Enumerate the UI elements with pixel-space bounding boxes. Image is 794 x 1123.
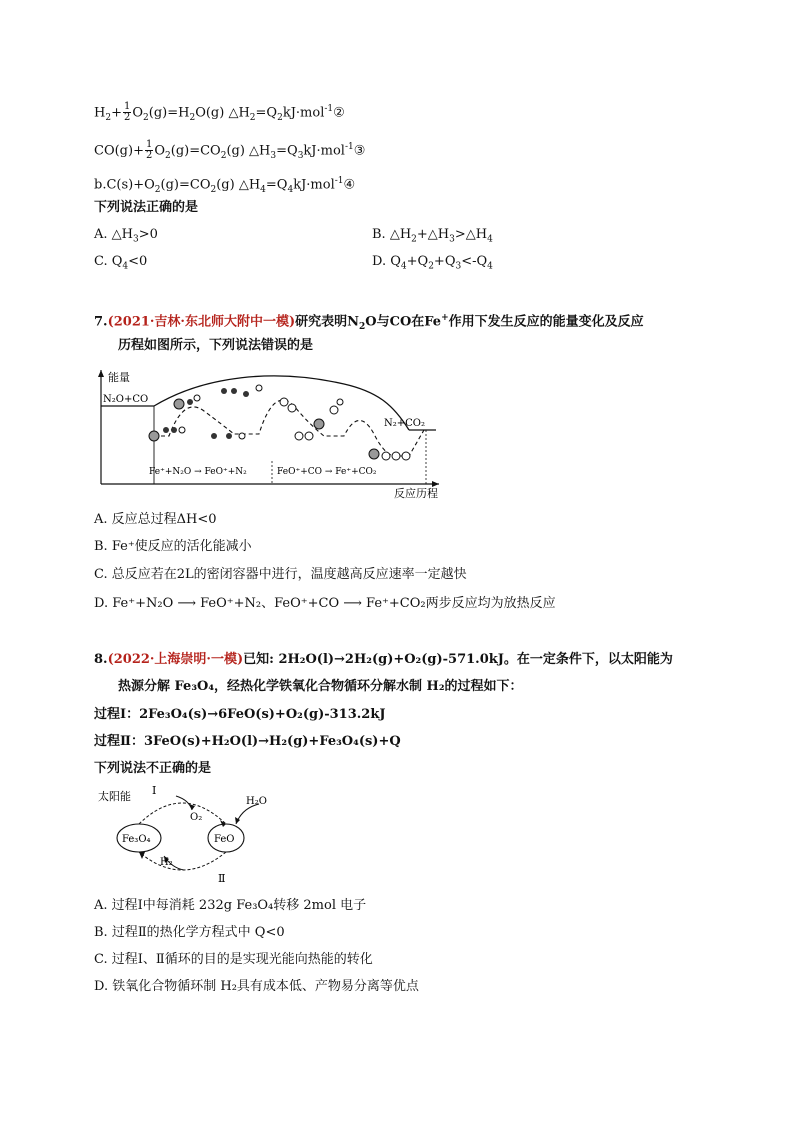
q6-option-a: A. $\triangle H_3>0$	[94, 227, 158, 245]
iron-oxide-cycle-diagram	[94, 782, 294, 888]
feo-label: FeO	[214, 834, 235, 845]
equation-4: $b.C(s)+O_2(g)=CO_2(g)$ $\triangle H_4=Q_4kJ\cdot mol^{-1}④$	[94, 176, 356, 195]
sun-label: 太阳能	[98, 790, 131, 803]
question-8-prompt: 下列说法不正确的是	[94, 761, 212, 776]
products-label: N₂+CO₂	[384, 418, 425, 429]
roman-2-label: Ⅱ	[218, 872, 226, 885]
x-axis-label: 反应历程	[394, 487, 438, 500]
q7-source: (2021·吉林·东北师大附中一模)	[107, 314, 296, 330]
question-7-stem-line2: 历程如图所示，下列说法错误的是	[118, 338, 314, 353]
q7-option-c: C. 总反应若在2L的密闭容器中进行，温度越高反应速率一定越快	[94, 567, 467, 582]
fraction-half-2: $\frac{1}{2}$	[145, 139, 153, 162]
q8-option-d: D. 铁氧化合物循环制 H₂具有成本低、产物易分离等优点	[94, 979, 419, 994]
q6-option-c: C. $Q_4<0$	[94, 254, 148, 272]
step2-label: FeO⁺+CO → Fe⁺+CO₂	[277, 467, 377, 477]
q7-option-b: B. Fe⁺使反应的活化能减小	[94, 539, 252, 554]
question-8-stem-line2: 热源分解 Fe₃O₄，经热化学铁氧化合物循环分解水制 H₂的过程如下：	[118, 679, 523, 694]
q6-option-b: B. $\triangle H_2+\triangle H_3>\triangle H_4$	[372, 227, 493, 245]
q7-option-a: A. 反应总过程ΔH<0	[94, 512, 217, 527]
energy-profile-diagram	[94, 366, 444, 500]
q7-option-d: D. Fe⁺+N₂O ⟶ FeO⁺+N₂、FeO⁺+CO ⟶ Fe⁺+CO₂两步反应均为放热反应	[94, 596, 556, 611]
q8-source: (2022·上海崇明·一模)	[107, 652, 244, 667]
process-2: 过程Ⅱ：3FeO(s)+H₂O(l)→H₂(g)+Fe₃O₄(s)+Q	[94, 734, 401, 749]
q8-option-a: A. 过程Ⅰ中每消耗 232g Fe₃O₄转移 2mol 电子	[94, 898, 367, 913]
h2o-label: H₂O	[246, 796, 267, 807]
q8-option-c: C. 过程Ⅰ、Ⅱ循环的目的是实现光能向热能的转化	[94, 952, 373, 967]
equation-2: $H_2+$ $\frac{1}{2}$ $O_2(g)=H_2O(g)$ $\triangle H_2=Q_2kJ\cdot mol^{-1}②$	[94, 101, 345, 124]
q6-option-d: D. $Q_4+Q_2+Q_3<-Q_4$	[372, 254, 493, 272]
o2-label: O₂	[190, 812, 203, 823]
process-1: 过程Ⅰ：2Fe₃O₄(s)→6FeO(s)+O₂(g)-313.2kJ	[94, 707, 386, 722]
fraction-half: $\frac{1}{2}$	[123, 101, 131, 124]
equation-3: CO(g)+ $\frac{1}{2}$ $O_2(g)=CO_2(g)$ $\triangle H_3=Q_3kJ\cdot mol^{-1}③$	[94, 139, 366, 162]
question-8-stem: 8.(2022·上海崇明·一模)已知: 2H₂O(l)→2H₂(g)+O₂(g)-571.0kJ。在一定条件下，以太阳能为	[94, 652, 673, 667]
roman-1-label: Ⅰ	[152, 784, 157, 797]
question-6-prompt: 下列说法正确的是	[94, 200, 199, 215]
question-7-stem: 7.(2021·吉林·东北师大附中一模)研究表明$N_2O$与CO在Fe+作用下发生反应的能量变化及反应	[94, 313, 644, 332]
y-axis-label: 能量	[108, 371, 130, 384]
step1-label: Fe⁺+N₂O → FeO⁺+N₂	[149, 467, 247, 477]
q8-option-b: B. 过程Ⅱ的热化学方程式中 Q<0	[94, 925, 285, 940]
h2-label: H₂	[160, 857, 173, 868]
reactants-label: N₂O+CO	[103, 394, 149, 405]
fe3o4-label: Fe₃O₄	[122, 834, 151, 845]
